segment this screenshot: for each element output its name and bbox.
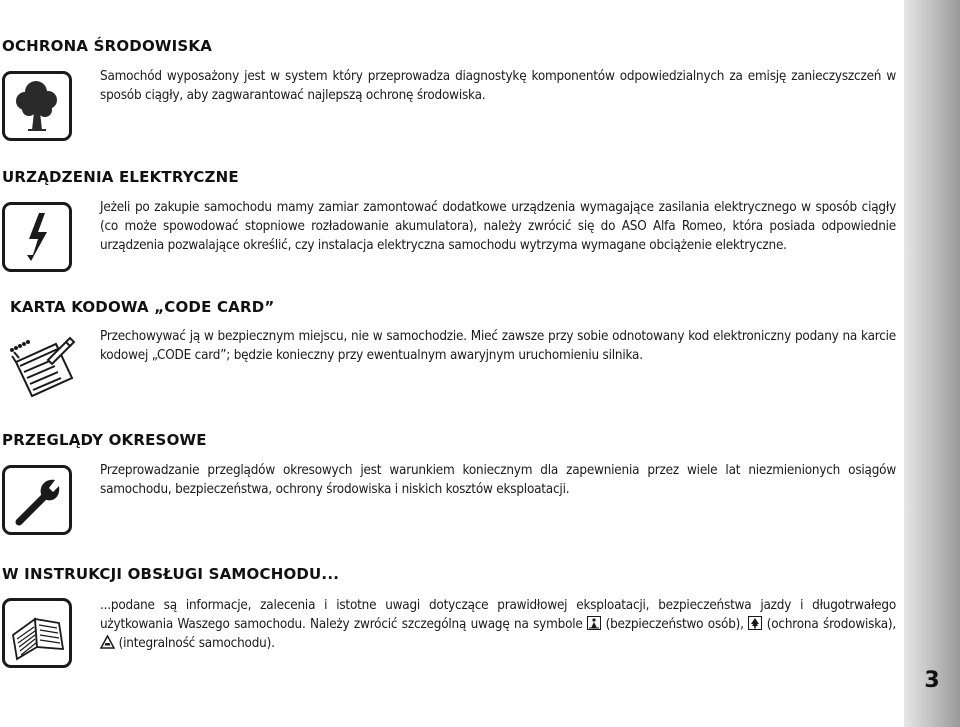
manual-text-part-2: (bezpieczeństwo osób),: [605, 617, 744, 632]
manual-text-part-1: ...podane są informacje, zalecenia i istotne uwagi dotyczące prawidłowej eksploatacji, bezpieczeństwa jazdy i długotrwałego użytkowania Waszego samochodu. Należy zwrócić szczególną uwagę na symbole: [100, 598, 896, 632]
section-title-owners-manual: W INSTRUKCJI OBSŁUGI SAMOCHODU...: [2, 565, 340, 583]
section-title-periodic-service: PRZEGLĄDY OKRESOWE: [2, 431, 207, 449]
manual-text-part-3: (ochrona środowiska),: [766, 617, 897, 632]
section-text-code-card: Przechowywać ją w bezpiecznym miejscu, nie w samochodzie. Mieć zawsze przy sobie odnotowany kod elektroniczny podany na karcie kodowej „CODE card”; będzie konieczny przy ewentualnym awaryjnym uruchomieniu silnika.: [100, 329, 896, 363]
person-warning-icon: [587, 616, 601, 630]
section-title-environment: OCHRONA ŚRODOWISKA: [2, 37, 213, 55]
car-warning-triangle-icon: [100, 635, 115, 649]
code-card-icon: [6, 322, 78, 404]
open-book-icon: [2, 598, 72, 668]
section-text-owners-manual: [100, 596, 896, 653]
section-title-code-card: KARTA KODOWA „CODE CARD”: [10, 298, 275, 316]
wrench-icon: [2, 465, 72, 535]
section-text-environment: Samochód wyposażony jest w system który przeprowadza diagnostykę komponentów odpowiedzialnych za emisję zanieczyszczeń w sposób ciągły, aby zagwarantować najlepszą ochronę środowiska.: [100, 69, 896, 103]
section-title-electrical: URZĄDZENIA ELEKTRYCZNE: [2, 168, 239, 186]
manual-text-part-4: (integralność samochodu).: [118, 636, 275, 651]
tree-warning-icon: [748, 616, 762, 630]
section-text-periodic-service: Przeprowadzanie przeglądów okresowych jest warunkiem koniecznym dla zapewnienia przez wiele lat niezmienionych osiągów samochodu, bezpieczeństwa, ochrony środowiska i niskich kosztów eksploatacji.: [100, 463, 896, 497]
page-number: 3: [924, 668, 940, 693]
lightning-bolt-icon: [2, 202, 72, 272]
section-text-electrical: Jeżeli po zakupie samochodu mamy zamiar zamontować dodatkowe urządzenia wymagające zasilania elektrycznego w sposób ciągły (co może spowodować stopniowe rozładowanie akumulatora), należy zwrócić się do ASO Alfa Romeo, która posiada odpowiednie urządzenia pozwalające określić, czy instalacja elektryczna samochodu wytrzyma wymagane obciążenie elektryczne.: [100, 200, 896, 253]
tree-icon: [2, 71, 72, 141]
page-edge-bar: [904, 0, 960, 727]
